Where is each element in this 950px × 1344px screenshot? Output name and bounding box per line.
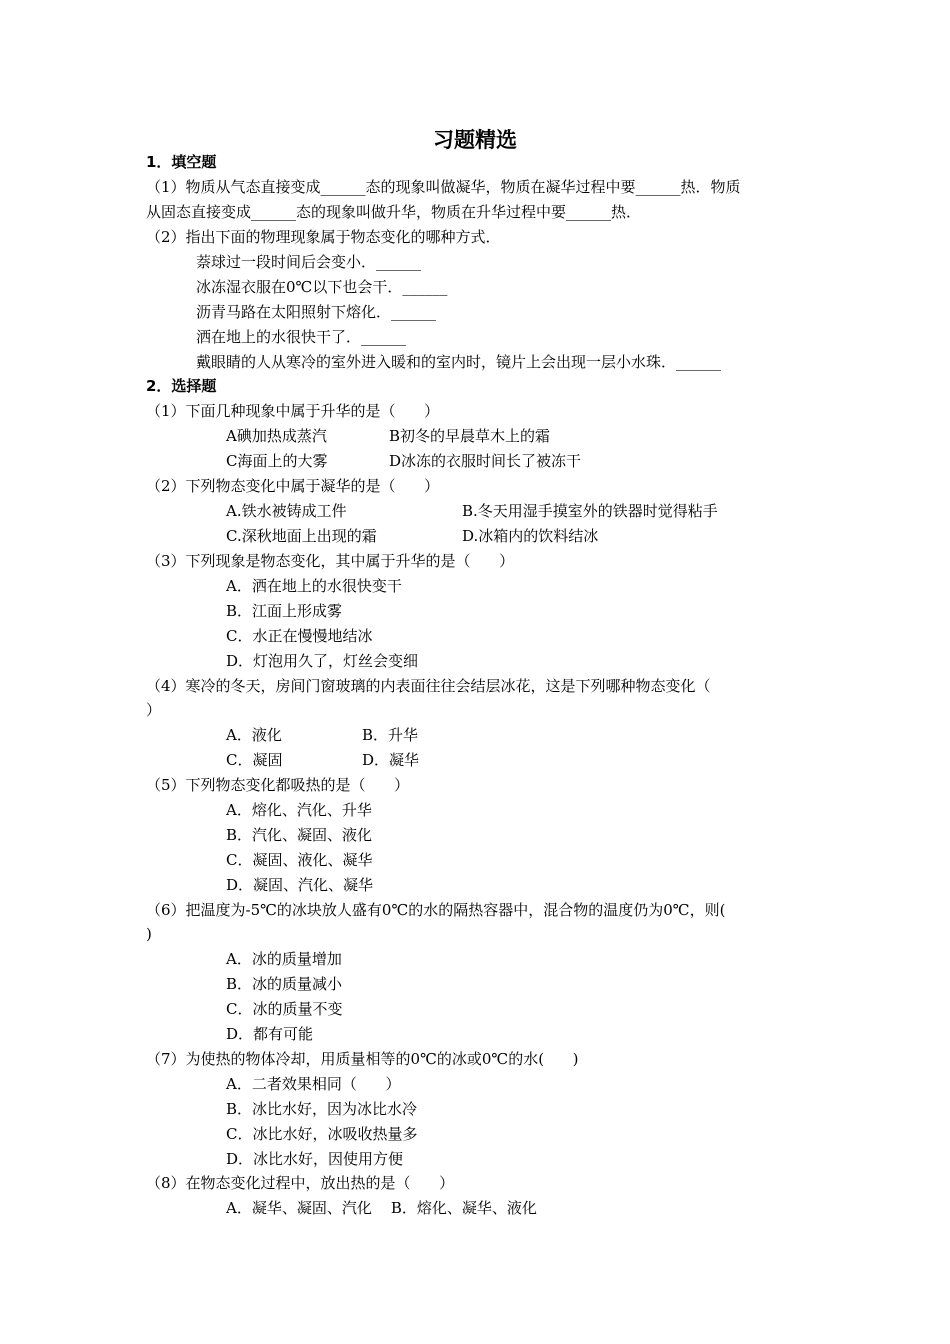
- question-text: （8）在物态变化过程中，放出热的是（ ）: [146, 1174, 455, 1192]
- question-text: （1）物质从气态直接变成______态的现象叫做凝华，物质在凝华过程中要______热．物质: [146, 178, 741, 196]
- question-text: （5）下列物态变化都吸热的是（ ）: [146, 776, 410, 794]
- option: D．冰比水好，因使用方便: [226, 1150, 404, 1168]
- section-heading-choice: 2．选择题: [146, 377, 217, 395]
- question-text: （6）把温度为-5℃的冰块放人盛有0℃的水的隔热容器中，混合物的温度仍为0℃，则(: [146, 901, 726, 919]
- option: B.冬天用湿手摸室外的铁器时觉得粘手: [462, 502, 718, 520]
- sub-item: 沥青马路在太阳照射下熔化．______: [196, 303, 437, 321]
- option: A．冰的质量增加: [226, 950, 342, 968]
- option: C．凝固: [226, 751, 283, 769]
- question-text: ): [146, 925, 152, 943]
- option: D冰冻的衣服时间长了被冻干: [389, 452, 582, 470]
- option: C．凝固、液化、凝华: [226, 851, 373, 869]
- option: D．灯泡用久了，灯丝会变细: [226, 652, 419, 670]
- question-text: （2）指出下面的物理现象属于物态变化的哪种方式．: [146, 228, 501, 246]
- option: A．液化: [226, 726, 282, 744]
- option: D.冰箱内的饮料结冰: [462, 527, 599, 545]
- option: B．冰比水好，因为冰比水冷: [226, 1100, 418, 1118]
- question-text: 从固态直接变成______态的现象叫做升华，物质在升华过程中要______热．: [146, 203, 642, 221]
- option: A．洒在地上的水很快变干: [226, 577, 402, 595]
- option: A．熔化、汽化、升华: [226, 801, 372, 819]
- question-text: （4）寒冷的冬天，房间门窗玻璃的内表面往往会结层冰花，这是下列哪种物态变化（: [146, 677, 711, 695]
- option: C海面上的大雾: [226, 452, 328, 470]
- sub-item: 洒在地上的水很快干了．______: [196, 328, 407, 346]
- option: A．凝华、凝固、汽化 B．熔化、凝华、液化: [226, 1199, 537, 1217]
- option: C．冰的质量不变: [226, 1000, 343, 1018]
- option: B初冬的早晨草木上的霜: [389, 427, 551, 445]
- option: C．水正在慢慢地结冰: [226, 627, 373, 645]
- option: A．二者效果相同（ ）: [226, 1075, 401, 1093]
- option: B．江面上形成雾: [226, 602, 343, 620]
- page-title: 习题精选: [433, 128, 517, 152]
- option: C．冰比水好，冰吸收热量多: [226, 1125, 418, 1143]
- option: C.深秋地面上出现的霜: [226, 527, 377, 545]
- question-text: （3）下列现象是物态变化，其中属于升华的是（ ）: [146, 552, 515, 570]
- question-text: （2）下列物态变化中属于凝华的是（ ）: [146, 477, 440, 495]
- question-text: （1）下面几种现象中属于升华的是（ ）: [146, 402, 440, 420]
- option: D．都有可能: [226, 1025, 314, 1043]
- sub-item: 冰冻湿衣服在0℃以下也会干．______: [196, 278, 448, 296]
- question-text: ）: [146, 701, 162, 719]
- sub-item: 萘球过一段时间后会变小．______: [196, 253, 422, 271]
- option: D．凝华: [362, 751, 420, 769]
- option: D．凝固、汽化、凝华: [226, 876, 374, 894]
- option: B．汽化、凝固、液化: [226, 826, 373, 844]
- option: B．冰的质量减小: [226, 975, 343, 993]
- option: B．升华: [362, 726, 419, 744]
- sub-item: 戴眼睛的人从寒冷的室外进入暖和的室内时，镜片上会出现一层小水珠．______: [196, 353, 722, 371]
- option: A.铁水被铸成工件: [226, 502, 347, 520]
- section-heading-fill: 1．填空题: [146, 153, 217, 171]
- question-text: （7）为使热的物体冷却，用质量相等的0℃的冰或0℃的水( ): [146, 1050, 579, 1068]
- option: A碘加热成蒸汽: [226, 427, 327, 445]
